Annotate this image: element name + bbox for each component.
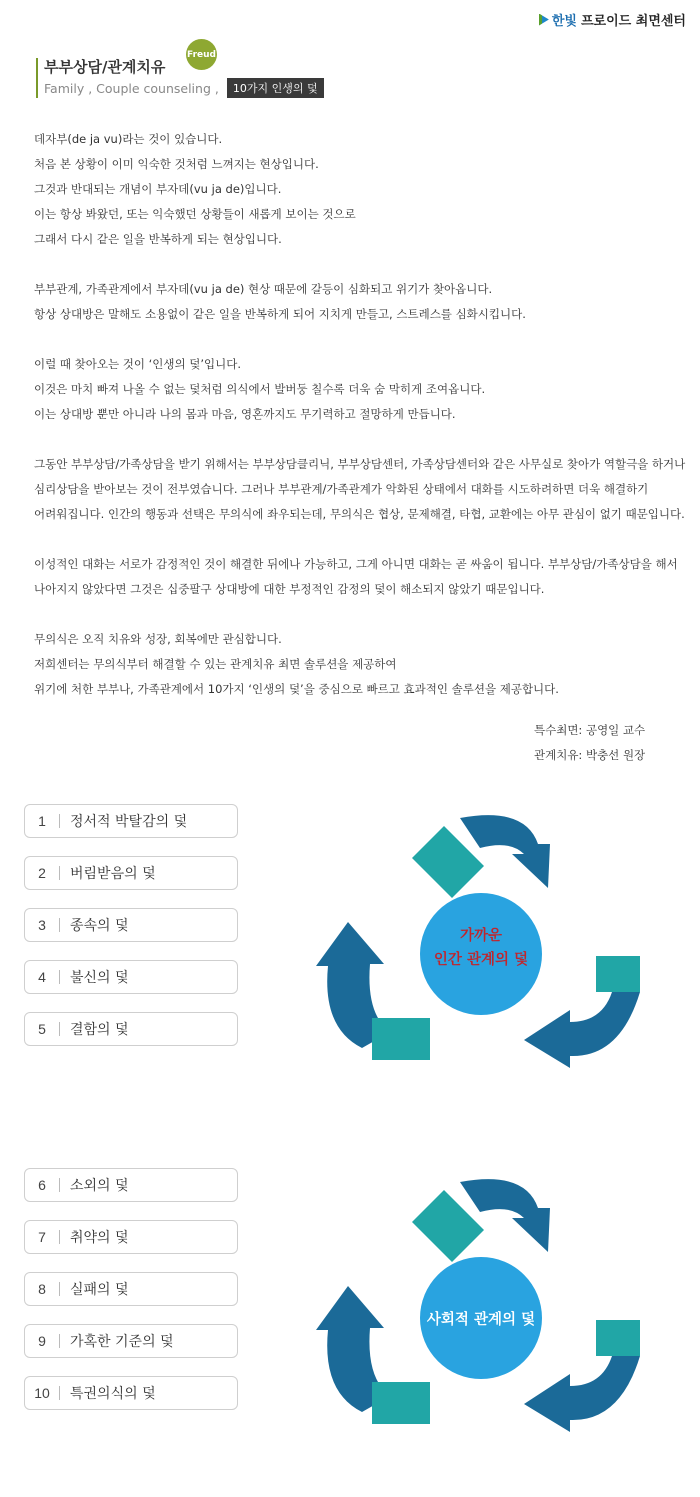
- paragraph-line: 이는 항상 봐왔던, 또는 익숙했던 상황들이 새롭게 보이는 것으로: [34, 207, 356, 221]
- paragraph-line: 데자부(de ja vu)라는 것이 있습니다.: [34, 132, 223, 146]
- trap-item-label: 실패의 덫: [70, 1282, 129, 1298]
- subtitle-text: Family , Couple counseling ,: [44, 80, 219, 96]
- cycle-center-text: 가까운: [459, 928, 503, 944]
- trap-item-divider: [59, 1022, 60, 1036]
- paragraph: [34, 127, 674, 252]
- cycle-block-bottom: [372, 1018, 430, 1060]
- trap-item-divider: [59, 1386, 60, 1400]
- cycle-arrow-bottom: [524, 1356, 640, 1432]
- trap-item: [24, 856, 238, 890]
- paragraph-line: 부부관계, 가족관계에서 부자데(vu ja de) 현상 때문에 갈등이 심화되고 위기가 찾아옵니다.: [34, 282, 493, 296]
- paragraph: [34, 277, 674, 327]
- cycle-center-text: 사회적 관계의 덫: [426, 1312, 536, 1328]
- trap-item-label: 종속의 덫: [70, 918, 129, 934]
- trap-list-2: [24, 1168, 238, 1428]
- paragraph-line: 이것은 마치 빠져 나올 수 없는 덫처럼 의식에서 발버둥 칠수록 더욱 숨 막히게 조여옵니다.: [34, 382, 486, 396]
- signature: [534, 718, 645, 768]
- paragraph-line: 어려워집니다. 인간의 행동과 선택은 무의식에 좌우되는데, 무의식은 협상, 문제해결, 타협, 교환에는 아무 관심이 없기 때문입니다.: [34, 507, 685, 521]
- trap-item-divider: [59, 1230, 60, 1244]
- trap-item: [24, 1272, 238, 1306]
- paragraph-line: 그동안 부부상담/가족상담을 받기 위해서는 부부상담클리닉, 부부상담센터, 가족상담센터와 같은 사무실로 찾아가 역할극을 하거나: [34, 457, 686, 471]
- paragraph: [34, 352, 674, 427]
- trap-item-number: 7: [38, 1229, 46, 1245]
- cycle-block-right: [596, 956, 640, 992]
- trap-item: [24, 1220, 238, 1254]
- trap-item: [24, 804, 238, 838]
- trap-item-label: 가혹한 기준의 덫: [70, 1334, 174, 1350]
- trap-item-divider: [59, 866, 60, 880]
- trap-item-label: 결함의 덫: [70, 1022, 129, 1038]
- logo[interactable]: [539, 10, 686, 29]
- trap-list-1: [24, 804, 238, 1064]
- logo-brand: 한빛: [551, 14, 577, 29]
- paragraph-line: 심리상담을 받아보는 것이 전부였습니다. 그러나 부부관계/가족관계가 악화된 상태에서 대화를 시도하려하면 더욱 해결하기: [34, 482, 649, 496]
- paragraph-line: 그래서 다시 같은 일을 반복하게 되는 현상입니다.: [34, 232, 282, 246]
- trap-item-number: 3: [38, 917, 46, 933]
- cycle-center-label-1: [420, 924, 542, 972]
- signature-line: 특수최면: 공영일 교수: [534, 723, 646, 737]
- freud-badge: Freud: [186, 39, 217, 70]
- trap-item: [24, 1168, 238, 1202]
- page-header: [36, 58, 324, 98]
- cycle-arrow-top: [460, 815, 550, 888]
- trap-item-number: 4: [38, 969, 46, 985]
- trap-item-label: 정서적 박탈감의 덫: [70, 814, 188, 830]
- paragraph-line: 위기에 처한 부부나, 가족관계에서 10가지 ‘인생의 덫’을 중심으로 빠르고 효과적인 솔루션을 제공합니다.: [34, 682, 559, 696]
- cycle-center-label-2: [415, 1308, 547, 1332]
- body-text: [34, 127, 686, 727]
- trap-item-label: 소외의 덫: [70, 1178, 129, 1194]
- cycle-block-bottom: [372, 1382, 430, 1424]
- trap-item-number: 8: [38, 1281, 46, 1297]
- paragraph-line: 무의식은 오직 치유와 성장, 회복에만 관심합니다.: [34, 632, 282, 646]
- cycle-diagram-2: [300, 1160, 660, 1450]
- trap-item: [24, 1324, 238, 1358]
- page-subtitle: [44, 78, 324, 98]
- cycle-arrow-top: [460, 1179, 550, 1252]
- trap-item-number: 10: [34, 1385, 50, 1401]
- paragraph-line: 그것과 반대되는 개념이 부자데(vu ja de)입니다.: [34, 182, 282, 196]
- trap-item-number: 5: [38, 1021, 46, 1037]
- trap-item-number: 2: [38, 865, 46, 881]
- paragraph-line: 이성적인 대화는 서로가 감정적인 것이 해결한 뒤에나 가능하고, 그게 아니면 대화는 곧 싸움이 됩니다. 부부상담/가족상담을 해서: [34, 557, 678, 571]
- logo-name: 프로이드 최면센터: [581, 14, 686, 29]
- page-title: 부부상담/관계치유: [44, 58, 166, 76]
- cycle-arrow-bottom: [524, 992, 640, 1068]
- trap-item: [24, 1376, 238, 1410]
- paragraph: [34, 627, 674, 702]
- cycle-block-right: [596, 1320, 640, 1356]
- trap-item: [24, 908, 238, 942]
- trap-item-divider: [59, 1282, 60, 1296]
- paragraph: [34, 552, 678, 602]
- trap-item-divider: [59, 1178, 60, 1192]
- paragraph-line: 나아지지 않았다면 그것은 십중팔구 상대방에 대한 부정적인 감정의 덫이 해소되지 않았기 때문입니다.: [34, 582, 545, 596]
- trap-item-divider: [59, 918, 60, 932]
- trap-item-divider: [59, 970, 60, 984]
- trap-item-number: 1: [38, 813, 46, 829]
- paragraph: [34, 452, 686, 527]
- trap-item-label: 불신의 덫: [70, 970, 129, 986]
- trap-item-label: 특권의식의 덫: [70, 1386, 156, 1402]
- subtitle-tag: 10가지 인생의 덫: [227, 78, 324, 98]
- trap-item-number: 9: [38, 1333, 46, 1349]
- logo-icon: [539, 14, 549, 26]
- signature-line: 관계치유: 박충선 원장: [534, 748, 646, 762]
- trap-item: [24, 1012, 238, 1046]
- cycle-center-text: 인간 관계의 덫: [433, 952, 529, 968]
- trap-item-divider: [59, 814, 60, 828]
- paragraph-line: 항상 상대방은 말해도 소용없이 같은 일을 반복하게 되어 지치게 만들고, 스트레스를 심화시킵니다.: [34, 307, 526, 321]
- trap-item: [24, 960, 238, 994]
- trap-item-label: 취약의 덫: [70, 1230, 129, 1246]
- trap-item-label: 버림받음의 덫: [70, 866, 156, 882]
- trap-item-divider: [59, 1334, 60, 1348]
- paragraph-line: 처음 본 상황이 이미 익숙한 것처럼 느껴지는 현상입니다.: [34, 157, 319, 171]
- paragraph-line: 이는 상대방 뿐만 아니라 나의 몸과 마음, 영혼까지도 무기력하고 절망하게 만듭니다.: [34, 407, 456, 421]
- paragraph-line: 저희센터는 무의식부터 해결할 수 있는 관계치유 최면 솔루션을 제공하여: [34, 657, 397, 671]
- trap-item-number: 6: [38, 1177, 46, 1193]
- paragraph-line: 이럴 때 찾아오는 것이 ‘인생의 덫’입니다.: [34, 357, 241, 371]
